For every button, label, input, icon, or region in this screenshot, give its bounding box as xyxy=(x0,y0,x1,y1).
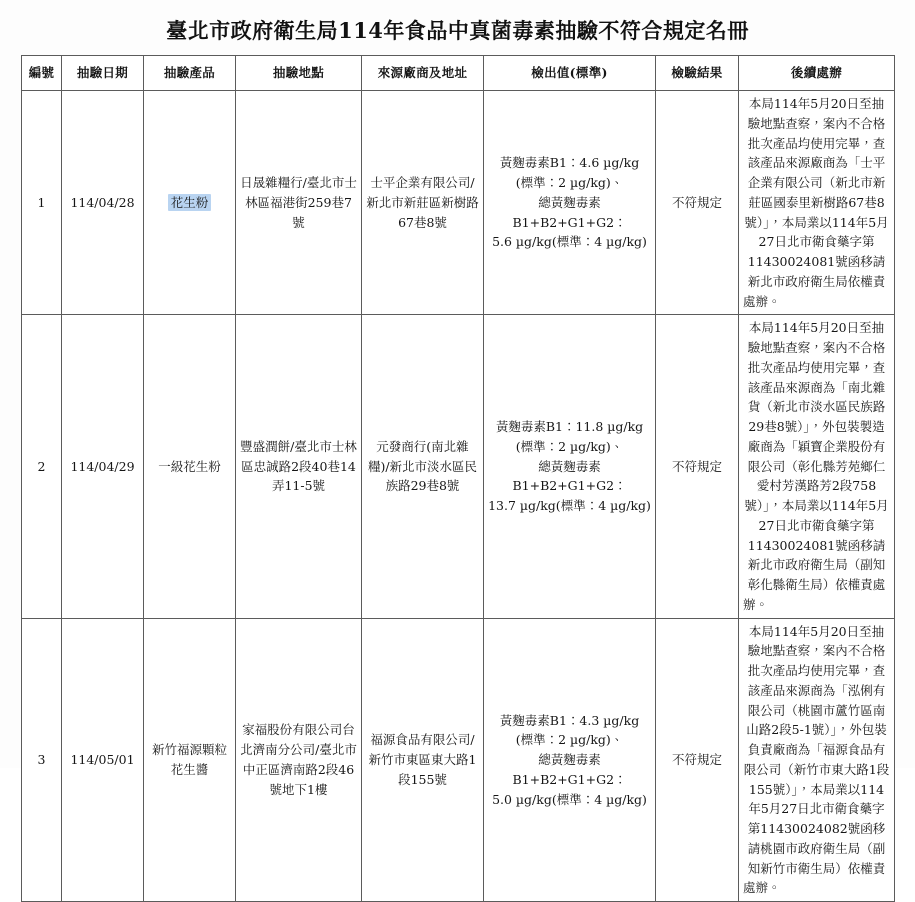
cell-product: 新竹福源顆粒花生醬 xyxy=(144,618,236,902)
cell-detected-value xyxy=(484,91,656,315)
cell-source: 元發商行(南北雜糧)/新北市淡水區民族路29巷8號 xyxy=(362,315,484,618)
cell-followup-action: 本局114年5月20日至抽驗地點查察，案內不合格批次產品均使用完畢，查該產品來源商為「南北雜貨（新北市淡水區民族路29巷8號）」，外包裝製造廠商為「穎寶企業股份有限公司（彰化縣芳苑鄉仁愛村芳漢路芳2段758號）」，本局業以114年5月27日北市衛食藥字第11430024081號函移請新北市政府衛生局（副知彰化縣衛生局）依權責處辦。 xyxy=(739,315,895,618)
cell-product: 一級花生粉 xyxy=(144,315,236,618)
value-line-4: 13.7 µg/kg(標準：4 µg/kg) xyxy=(488,498,651,514)
cell-result: 不符規定 xyxy=(656,91,739,315)
value-line-3: 總黃麴毒素B1+B2+G1+G2： xyxy=(512,458,627,494)
cell-detected-value xyxy=(484,315,656,618)
cell-result: 不符規定 xyxy=(656,315,739,618)
cell-product xyxy=(144,91,236,315)
value-line-2: (標準：2 µg/kg)、 xyxy=(515,732,624,748)
cell-followup-action: 本局114年5月20日至抽驗地點查察，案內不合格批次產品均使用完畢，查該產品來源廠商為「士平企業有限公司（新北市新莊區國泰里新樹路67巷8號）」，本局業以114年5月27日北市衛食藥字第11430024081號函移請新北市政府衛生局依權責處辦。 xyxy=(739,91,895,315)
cell-followup-action: 本局114年5月20日至抽驗地點查察，案內不合格批次產品均使用完畢，查該產品來源商為「泓俐有限公司（桃園市蘆竹區南山路2段5-1號）」，外包裝負責廠商為「福源食品有限公司（新竹市東大路1段155號）」，本局業以114年5月27日北市衛食藥字第11430024082號函移請桃園市政府衛生局（副知新竹市衛生局）依權責處辦。 xyxy=(739,618,895,902)
value-line-2: (標準：2 µg/kg)、 xyxy=(515,175,624,191)
cell-no: 1 xyxy=(22,91,62,315)
table-header-row xyxy=(22,56,895,91)
cell-date: 114/05/01 xyxy=(62,618,144,902)
value-line-4: 5.6 µg/kg(標準：4 µg/kg) xyxy=(492,234,647,250)
column-header-source: 來源廠商及地址 xyxy=(362,56,484,91)
highlighted-product-text: 花生粉 xyxy=(168,194,212,211)
value-line-1: 黃麴毒素B1：11.8 µg/kg xyxy=(495,419,644,435)
cell-source: 士平企業有限公司/新北市新莊區新樹路67巷8號 xyxy=(362,91,484,315)
cell-place: 日晟雜糧行/臺北市士林區福港街259巷7號 xyxy=(236,91,362,315)
value-line-1: 黃麴毒素B1：4.3 µg/kg xyxy=(499,712,640,728)
table-row xyxy=(22,91,895,315)
column-header-action: 後續處辦 xyxy=(739,56,895,91)
column-header-product: 抽驗產品 xyxy=(144,56,236,91)
table-row xyxy=(22,618,895,902)
column-header-place: 抽驗地點 xyxy=(236,56,362,91)
cell-date: 114/04/29 xyxy=(62,315,144,618)
value-line-1: 黃麴毒素B1：4.6 µg/kg xyxy=(499,155,640,171)
cell-result: 不符規定 xyxy=(656,618,739,902)
column-header-date: 抽驗日期 xyxy=(62,56,144,91)
column-header-value: 檢出值(標準) xyxy=(484,56,656,91)
column-header-no: 編號 xyxy=(22,56,62,91)
cell-no: 3 xyxy=(22,618,62,902)
cell-date: 114/04/28 xyxy=(62,91,144,315)
table-container xyxy=(0,55,915,902)
table-header xyxy=(22,56,895,91)
cell-place: 豐盛潤餅/臺北市士林區忠誠路2段40巷14弄11-5號 xyxy=(236,315,362,618)
cell-place: 家福股份有限公司台北濟南分公司/臺北市中正區濟南路2段46號地下1樓 xyxy=(236,618,362,902)
table-row xyxy=(22,315,895,618)
page-title: 臺北市政府衛生局114年食品中真菌毒素抽驗不符合規定名冊 xyxy=(166,18,749,43)
value-line-4: 5.0 µg/kg(標準：4 µg/kg) xyxy=(492,791,647,807)
column-header-result: 檢驗結果 xyxy=(656,56,739,91)
inspection-results-table xyxy=(21,55,895,902)
table-body xyxy=(22,91,895,902)
cell-detected-value xyxy=(484,618,656,902)
value-line-3: 總黃麴毒素B1+B2+G1+G2： xyxy=(512,752,627,787)
cell-no: 2 xyxy=(22,315,62,618)
value-line-3: 總黃麴毒素B1+B2+G1+G2： xyxy=(512,194,627,230)
cell-source: 福源食品有限公司/新竹市東區東大路1段155號 xyxy=(362,618,484,902)
value-line-2: (標準：2 µg/kg)、 xyxy=(515,438,624,454)
